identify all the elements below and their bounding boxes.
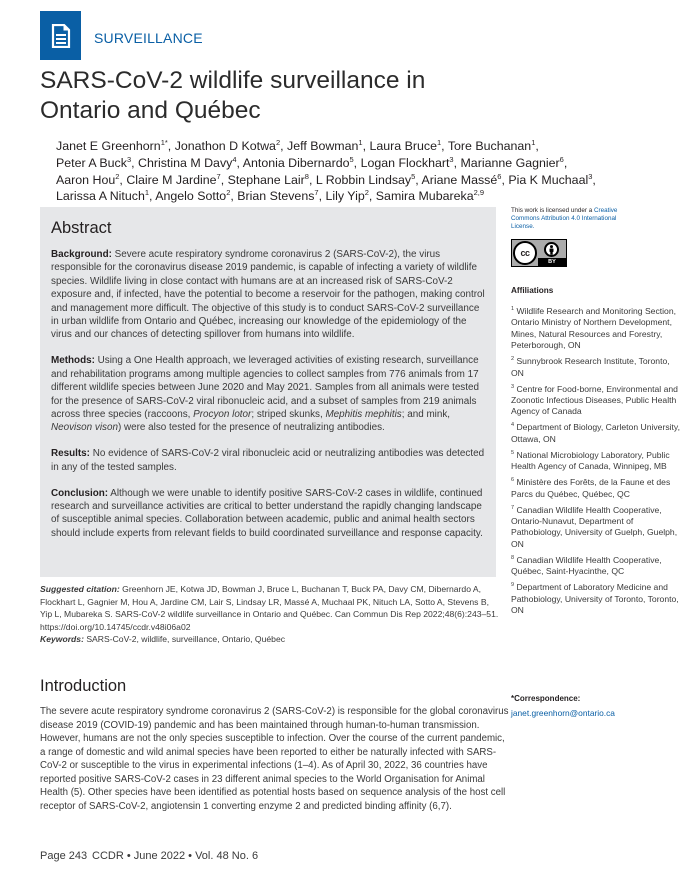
author: Antonia Dibernardo$^5$	[242, 154, 354, 170]
person-icon	[544, 242, 559, 257]
sidebar	[511, 207, 686, 621]
affiliation-item: $^5$ National Microbiology Laboratory, Public Health Agency of Canada, Winnipeg, MB	[511, 449, 670, 472]
abstract-heading: Abstract	[51, 219, 112, 237]
correspondence-label: *Correspondence:	[511, 694, 581, 703]
author: Pia K Muchaal$^3$	[508, 171, 593, 187]
author: Aaron Hou$^2$	[56, 171, 120, 187]
author: L Robbin Lindsay$^5$	[315, 171, 416, 187]
author: Tore Buchanan$^1$	[447, 137, 536, 153]
author: Lily Yip$^2$	[325, 188, 369, 204]
author: Angelo Sotto$^2$	[155, 188, 231, 204]
author: Jonathon D Kotwa$^2$	[174, 137, 281, 153]
author: Logan Flockhart$^3$	[360, 154, 454, 170]
author: Samira Mubareka$^{2,9}$	[375, 188, 485, 204]
by-label: BY	[538, 258, 566, 266]
section-label: SURVEILLANCE	[94, 29, 203, 46]
abstract-background: Background: Severe acute respiratory syndrome coronavirus 2 (SARS-CoV-2), the virus responsible for the coronavirus disease 2019 pandemic, is capable of infecting a variety of wildlife species. Wildlife living in close contact with humans are at an increased risk of SARS-CoV-2 exposure and, if infected, have the potential to become a reservoir for the pathogen, making control and management more difficult. The objective of this study is to conduct SARS-CoV-2 surveillance in urban wildlife from Ontario and Québec, increasing our knowledge of the epidemiology of the virus and our chances of detecting spillover from humans into wildlife.	[51, 249, 485, 341]
abstract-box	[40, 207, 496, 577]
author: Jeff Bowman$^1$	[287, 137, 363, 153]
affiliation-item: $^8$ Canadian Wildlife Health Cooperative, Québec, Saint-Hyacinthe, QC	[511, 554, 662, 577]
author: Christina M Davy$^4$	[138, 154, 237, 170]
page-footer	[40, 850, 258, 862]
affiliation-item: $^9$ Department of Laboratory Medicine and Pathobiology, University of Toronto, Toronto, ON	[511, 582, 679, 616]
abstract-results: Results: No evidence of SARS-CoV-2 viral ribonucleic acid or neutralizing antibodies was detected in any of the tested samples.	[51, 448, 485, 473]
cc-by-license-icon[interactable]	[511, 239, 567, 267]
license-link[interactable]: Creative Commons Attribution 4.0 International License.	[511, 207, 618, 230]
author: Janet E Greenhorn$^{1*}$	[56, 137, 168, 153]
citation-text: Suggested citation: Greenhorn JE, Kotwa JD, Bowman J, Bruce L, Buchanan T, Buck PA, Davy CM, Dibernardo A, Flockhart L, Gagnier M, Hou A, Jardine CM, Lair S, Lindsay LR, Massé A, Muchaal PK, Nituch LA, Sotto A, Stevens B, Yip L, Mubareka S. SARS-CoV-2 wildlife surveillance in Ontario and Québec. Can Commun Dis Rep 2022;48(6):243–51. https://doi.org/10.14745/ccdr.v48i06a02	[40, 584, 499, 632]
author: Ariane Massé$^6$	[421, 171, 502, 187]
affiliation-item: $^1$ Wildlife Research and Monitoring Section, Ontario Ministry of Northern Development, Mines, Natural Resources and Forestry, Peterborough, ON	[511, 306, 676, 351]
introduction-text: The severe acute respiratory syndrome coronavirus 2 (SARS-CoV-2) is responsible for the global coronavirus disease 2019 (COVID-19) pandemic and has been maintained through human-to-human transmission. However, humans are not the only species susceptible to infection. Over the course of the current pandemic, a range of domestic and wild animal species have been reported to either be naturally infected with SARS-CoV-2 or susceptible to the virus in experimental infections (1–4). As of April 30, 2022, 36 countries have reported positive SARS-CoV-2 cases in 23 different animal species to the World Organisation for Animal Health (5). Other species have been identified as potential hosts based on sequence analysis of the host cell receptor of SARS-CoV-2, angiotensin 1 converting enzyme 2 and predicted binding affinity (6,7).	[40, 706, 509, 812]
affiliation-item: $^4$ Department of Biology, Carleton University, Ottawa, ON	[511, 422, 680, 444]
document-icon	[40, 11, 81, 60]
abstract-methods: Methods: Using a One Health approach, we leveraged activities of existing research, surveillance and rehabilitation programs among multiple agencies to collect samples from 776 animals from 17 different wildlife species between June 2020 and May 2021. Samples from all animals were tested for the presence of SARS-CoV-2 viral ribonucleic acid, and a subset of samples from 219 animals across three species (raccoons, Procyon lotor; striped skunks, Mephitis mephitis; and mink, Neovison vison) were also tested for the presence of neutralizing antibodies.	[51, 355, 479, 434]
license-notice: This work is licensed under a Creative Commons Attribution 4.0 International License.	[511, 207, 618, 230]
author: Claire M Jardine$^7$	[126, 171, 221, 187]
author: Stephane Lair$^8$	[227, 171, 309, 187]
author: Laura Bruce$^1$	[369, 137, 442, 153]
affiliation-item: $^2$ Sunnybrook Research Institute, Toronto, ON	[511, 356, 670, 378]
affiliation-item: $^3$ Centre for Food-borne, Environmental and Zoonotic Infectious Diseases, Public Health Agency of Canada	[511, 383, 678, 417]
keywords: Keywords: SARS-CoV-2, wildlife, surveillance, Ontario, Québec	[40, 634, 286, 645]
introduction-heading: Introduction	[40, 677, 127, 695]
affiliation-item: $^6$ Ministère des Forêts, de la Faune et des Parcs du Québec, Québec, QC	[511, 477, 671, 499]
suggested-citation	[40, 583, 500, 646]
author: Larissa A Nituch$^1$	[56, 188, 150, 204]
author: Peter A Buck$^3$	[56, 154, 132, 170]
cc-icon: cc	[513, 241, 537, 265]
abstract-conclusion: Conclusion: Although we were unable to identify positive SARS-CoV-2 cases in wildlife, continued research and surveillance activities are critical to better understand the rapidly changing landscape of susceptible animal species. Collaboration between academic, public and animal health sectors should include experts from relevant fields to build coordinated surveillance and response capacity.	[51, 487, 483, 539]
affiliation-item: $^7$ Canadian Wildlife Health Cooperative, Ontario-Nunavut, Department of Pathobiology, University of Guelph, Guelph, ON	[511, 504, 678, 549]
article-title: SARS-CoV-2 wildlife surveillance in Ontario and Québec	[40, 67, 426, 124]
journal-info: CCDR • June 2022 • Vol. 48 No. 6	[92, 850, 259, 862]
author-list: Janet E Greenhorn$^{1*}$, Jonathon D Kotwa$^2$, Jeff Bowman$^1$, Laura Bruce$^1$, Tore Buchanan$^1$, Peter A Buck$^3$, Christina M Davy$^4$, Antonia Dibernardo$^5$, Logan Flockhart$^3$, Marianne Gagnier$^6$, Aaron Hou$^2$, Claire M Jardine$^7$, Stephane Lair$^8$, L Robbin Lindsay$^5$, Ariane Massé$^6$, Pia K Muchaal$^3$, Larissa A Nituch$^1$, Angelo Sotto$^2$, Brian Stevens$^7$, Lily Yip$^2$, Samira Mubareka$^{2,9}$	[56, 137, 596, 204]
correspondence-email-link[interactable]: janet.greenhorn@ontario.ca	[511, 708, 615, 718]
page-number: Page 243	[40, 850, 88, 862]
affiliations-list	[511, 306, 686, 617]
section-header	[40, 12, 203, 59]
correspondence	[511, 694, 615, 718]
affiliations-heading: Affiliations	[511, 286, 554, 295]
author: Brian Stevens$^7$	[237, 188, 319, 204]
author: Marianne Gagnier$^6$	[460, 154, 564, 170]
